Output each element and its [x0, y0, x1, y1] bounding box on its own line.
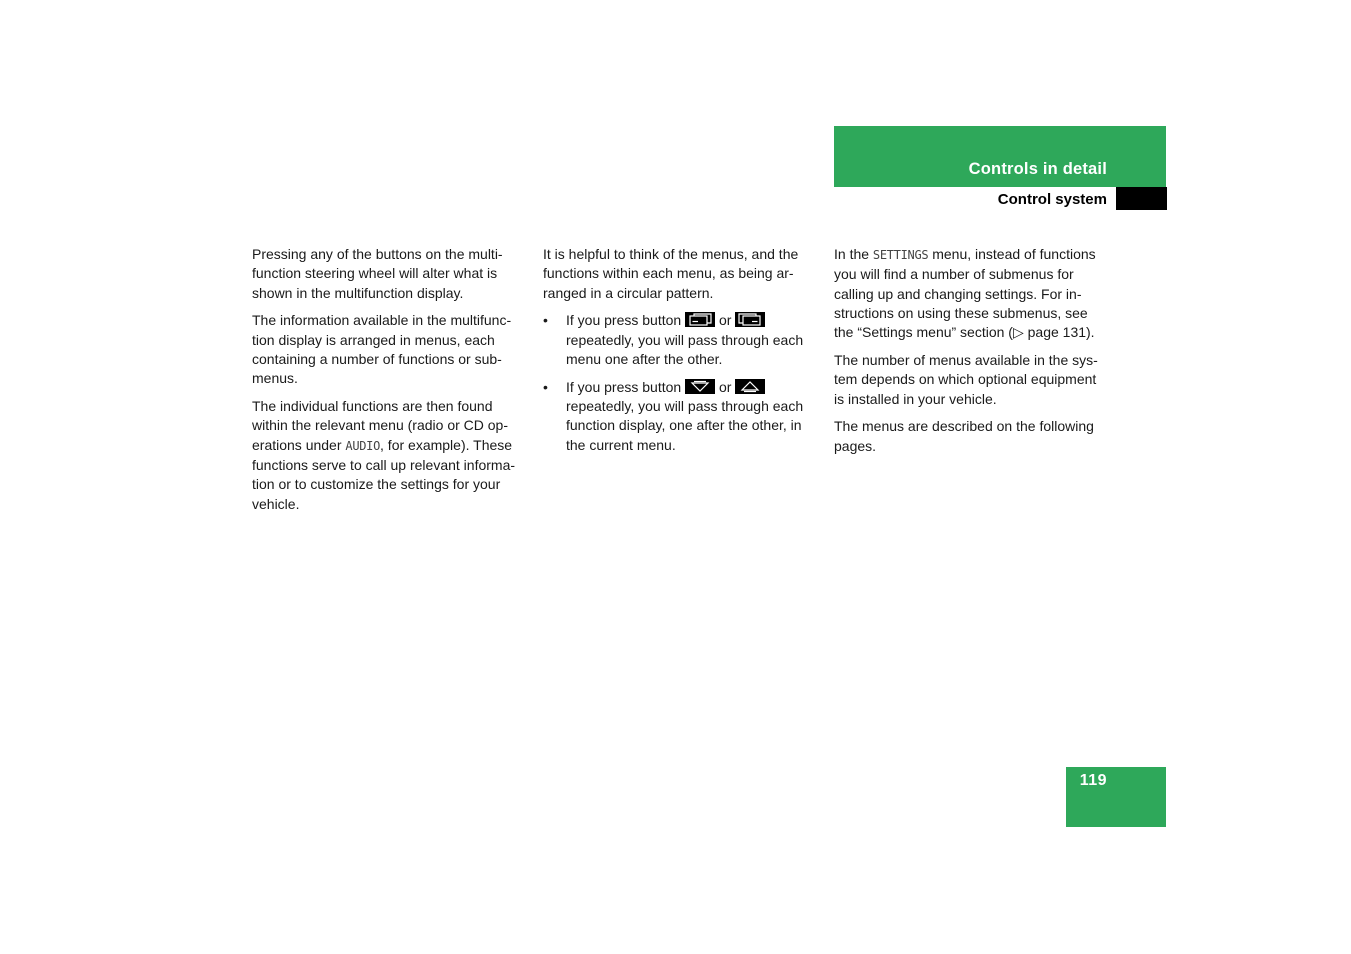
bullet-dot: •: [543, 312, 548, 329]
list-item-text: repeatedly, you will pass through each function display, one after the other, in the current menu.: [566, 398, 804, 453]
paragraph: The number of menus available in the sys- tem depends on which optional equipment is installed in your vehicle.: [834, 351, 1098, 407]
paragraph: Pressing any of the buttons on the multi- function steering wheel will alter what is shown in the multifunction display.: [252, 246, 503, 301]
list-item-text: or: [715, 378, 736, 395]
paragraph: The information available in the multifunc- tion display is arranged in menus, each containing a number of functions or sub- menus.: [252, 312, 512, 387]
paragraph-text: menu, instead of functions you will find a number of submenus for calling up and changing settings. For in- structions on using these submenus, see the “Settings menu” section (▷ page 131).: [834, 246, 1096, 341]
subsection-marker: [1116, 187, 1167, 210]
paragraph: [252, 397, 528, 514]
paragraph-text: In the: [834, 246, 873, 262]
menu-prev-icon: [735, 312, 765, 327]
list-item-text: repeatedly, you will pass through each menu one after the other.: [566, 331, 804, 367]
list-item: [543, 311, 817, 369]
page-number: 119: [1079, 772, 1107, 789]
list-item: [543, 378, 817, 455]
paragraph-text: The individual functions are then found within the relevant menu (radio or CD op- erations under: [252, 398, 509, 453]
section-title: Controls in detail: [968, 160, 1107, 178]
text-column-2: [543, 245, 817, 463]
paragraph: The menus are described on the following pages.: [834, 418, 1094, 454]
paragraph-text: , for example). These functions serve to call up relevant informa- tion or to customize the settings for your vehicle.: [252, 436, 516, 512]
paragraph: It is helpful to think of the menus, and the functions within each menu, as being ar- ranged in a circular pattern.: [543, 246, 799, 301]
scroll-up-icon: [735, 379, 765, 394]
menu-next-icon: [685, 312, 715, 327]
list-item-text: or: [715, 312, 736, 329]
text-column-1: [252, 245, 528, 522]
display-term-settings: SETTINGS: [872, 248, 929, 262]
subsection-title: Control system: [997, 191, 1107, 208]
scroll-down-icon: [685, 379, 715, 394]
display-term-audio: AUDIO: [345, 438, 381, 453]
list-item-text: If you press button: [566, 312, 686, 329]
paragraph: [834, 245, 1110, 342]
text-column-3: [834, 245, 1110, 464]
list-item-text: If you press button: [566, 378, 686, 395]
bullet-dot: •: [543, 378, 548, 395]
